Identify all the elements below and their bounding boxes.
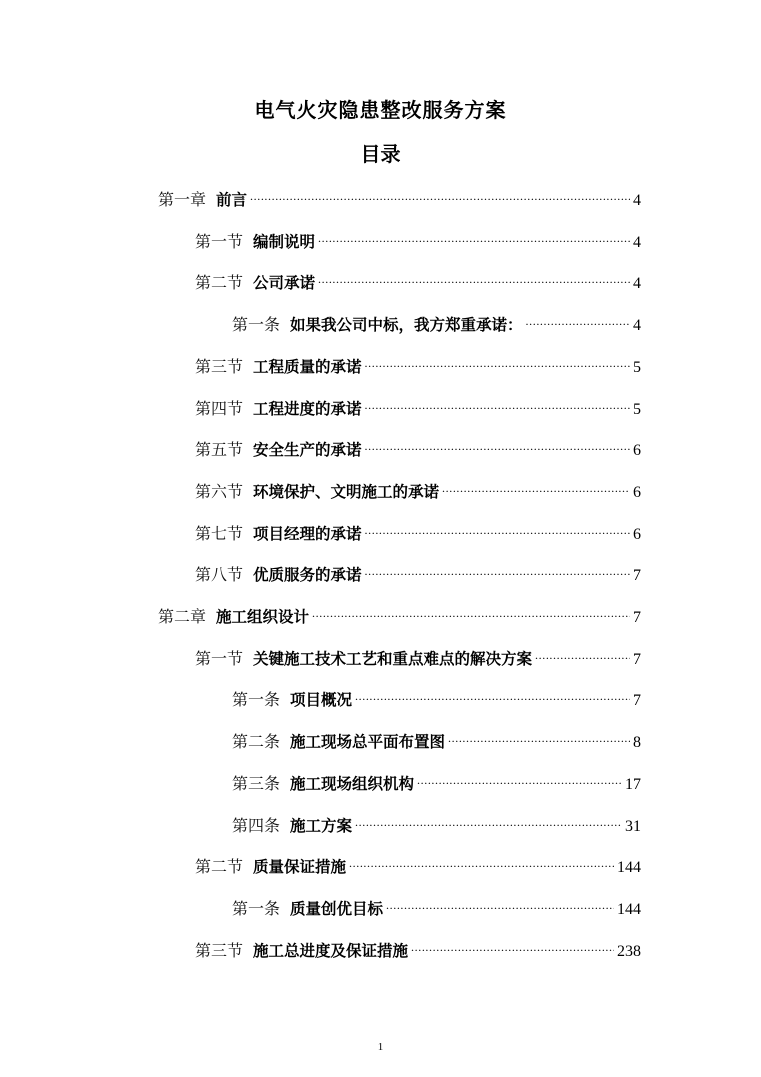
toc-entry-number: 第二节 [195, 857, 244, 876]
toc-entry-title: 如果我公司中标，我方郑重承诺： [290, 316, 523, 334]
toc-entry[interactable] [232, 890, 641, 918]
toc-entry-page: 7 [633, 567, 641, 584]
toc-entry-title: 施工方案 [290, 817, 353, 835]
toc-entry-title: 前言 [216, 191, 248, 209]
toc-entry[interactable] [158, 181, 641, 209]
page-number: 1 [377, 1041, 384, 1053]
toc-entry-page: 7 [633, 609, 641, 626]
toc-entry-title: 优质服务的承诺 [253, 566, 362, 584]
toc-leader-dots [349, 848, 614, 872]
toc-entry-title: 质量保证措施 [253, 858, 347, 876]
toc-entry[interactable] [195, 390, 641, 418]
toc-leader-dots [365, 556, 630, 580]
toc-leader-dots [365, 431, 630, 455]
toc-entry-page: 4 [633, 275, 641, 292]
toc-leader-dots [365, 390, 630, 414]
toc-entry[interactable] [195, 556, 641, 584]
toc-leader-dots [355, 681, 630, 705]
toc-entry-page: 144 [617, 901, 641, 918]
toc-leader-dots [365, 348, 630, 372]
toc-leader-dots [417, 765, 622, 789]
toc-entry-page: 4 [633, 234, 641, 251]
toc-heading: 目录 [360, 142, 401, 166]
toc-entry-page: 17 [625, 776, 641, 793]
toc-entry-number: 第四条 [232, 816, 281, 835]
toc-entry-number: 第四节 [195, 399, 244, 418]
toc-leader-dots [411, 932, 614, 956]
toc-entry-title: 施工现场总平面布置图 [290, 733, 446, 751]
toc-entry-page: 7 [633, 651, 641, 668]
toc-entry[interactable] [195, 932, 641, 960]
toc-leader-dots [250, 181, 630, 205]
toc-entry-title: 施工总进度及保证措施 [253, 942, 409, 960]
toc-entry[interactable] [195, 348, 641, 376]
toc-entry-page: 144 [617, 859, 641, 876]
toc-entry-page: 8 [633, 734, 641, 751]
toc-leader-dots [526, 306, 630, 330]
toc-entry-title: 关键施工技术工艺和重点难点的解决方案 [253, 650, 533, 668]
toc-entry-title: 公司承诺 [253, 274, 316, 292]
toc-entry-number: 第八节 [195, 565, 244, 584]
toc-entry-number: 第一节 [195, 649, 244, 668]
toc-leader-dots [355, 807, 622, 831]
toc-leader-dots [535, 640, 630, 664]
toc-entry-number: 第二条 [232, 732, 281, 751]
toc-entry-page: 238 [617, 943, 641, 960]
toc-entry-page: 6 [633, 442, 641, 459]
toc-entry-page: 6 [633, 526, 641, 543]
toc-entry-page: 31 [625, 818, 641, 835]
toc-entry-number: 第二节 [195, 273, 244, 292]
toc-leader-dots [312, 598, 630, 622]
toc-entry-title: 施工现场组织机构 [290, 775, 415, 793]
toc-entry-number: 第一节 [195, 232, 244, 251]
toc-entry-number: 第一条 [232, 899, 281, 918]
toc-entry-title: 编制说明 [253, 233, 316, 251]
toc-leader-dots [318, 264, 630, 288]
toc-entry[interactable] [232, 681, 641, 709]
toc-entry-page: 4 [633, 317, 641, 334]
toc-entry-page: 5 [633, 359, 641, 376]
toc-entry[interactable] [232, 765, 641, 793]
toc-leader-dots [318, 223, 630, 247]
toc-entry[interactable] [195, 264, 641, 292]
toc-entry-number: 第三条 [232, 774, 281, 793]
toc-entry-title: 安全生产的承诺 [253, 441, 362, 459]
toc-entry[interactable] [195, 223, 641, 251]
toc-entry[interactable] [195, 848, 641, 876]
toc-entry-number: 第一条 [232, 690, 281, 709]
toc-entry-title: 项目经理的承诺 [253, 525, 362, 543]
toc-entry-number: 第七节 [195, 524, 244, 543]
toc-entry-page: 7 [633, 692, 641, 709]
toc-entry-number: 第一条 [232, 315, 281, 334]
toc-entry-title: 工程进度的承诺 [253, 400, 362, 418]
toc-entry-title: 项目概况 [290, 691, 353, 709]
toc-entry[interactable] [195, 515, 641, 543]
toc-entry-page: 5 [633, 401, 641, 418]
toc-leader-dots [448, 723, 630, 747]
toc-entry-number: 第五节 [195, 440, 244, 459]
toc-entry[interactable] [158, 598, 641, 626]
toc-entry[interactable] [195, 473, 641, 501]
toc-entry-title: 环境保护、文明施工的承诺 [253, 483, 440, 501]
toc-entry-number: 第二章 [158, 607, 207, 626]
toc-entry-page: 6 [633, 484, 641, 501]
toc-entry-number: 第一章 [158, 190, 207, 209]
toc-entry-title: 施工组织设计 [216, 608, 310, 626]
toc-entry-page: 4 [633, 192, 641, 209]
toc-entry[interactable] [195, 431, 641, 459]
document-title: 电气火灾隐患整改服务方案 [254, 98, 507, 122]
toc-leader-dots [365, 515, 630, 539]
toc-entry-title: 工程质量的承诺 [253, 358, 362, 376]
toc-entry[interactable] [232, 723, 641, 751]
toc-entry-number: 第三节 [195, 941, 244, 960]
toc-entry-number: 第三节 [195, 357, 244, 376]
toc-entry[interactable] [232, 306, 641, 334]
toc-entry-number: 第六节 [195, 482, 244, 501]
toc-entry[interactable] [195, 640, 641, 668]
toc-leader-dots [386, 890, 614, 914]
toc-entry[interactable] [232, 807, 641, 835]
toc-entry-title: 质量创优目标 [290, 900, 384, 918]
toc-leader-dots [442, 473, 630, 497]
